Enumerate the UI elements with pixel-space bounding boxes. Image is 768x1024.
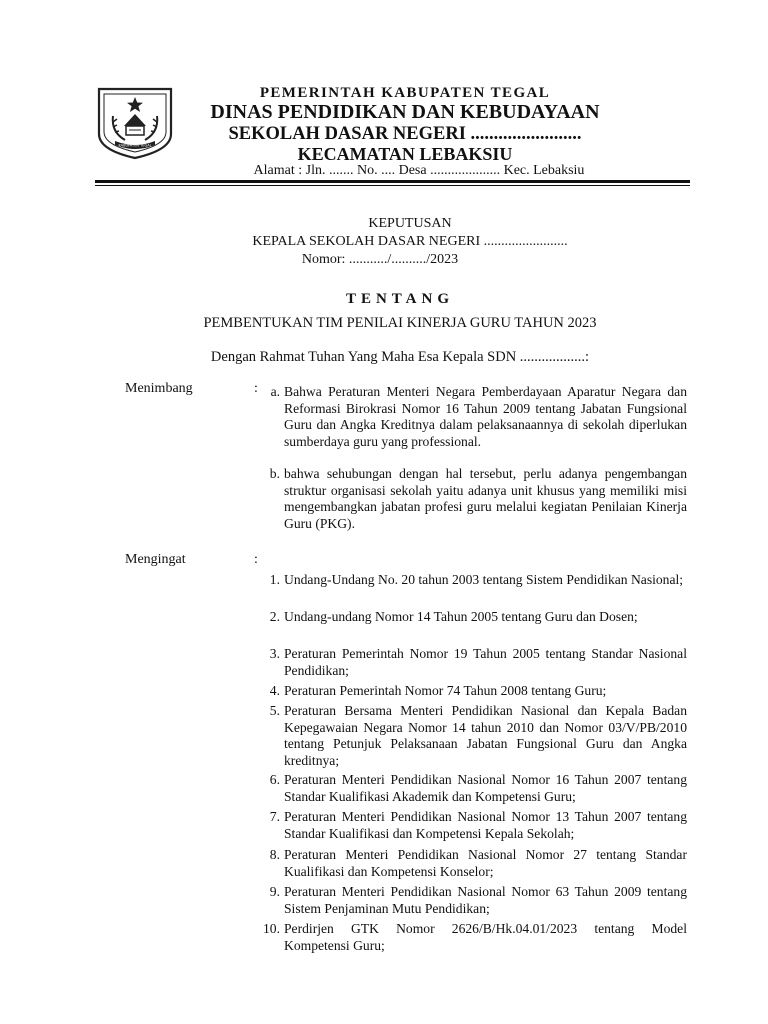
item-text: Peraturan Menteri Pendidikan Nasional Nomor 63 Tahun 2009 tentang Sistem Penjaminan Mutu Pendidikan; bbox=[284, 884, 687, 916]
item-text: Perdirjen GTK Nomor 2626/B/Hk.04.01/2023 tentang Model Kompetensi Guru; bbox=[284, 921, 687, 953]
mengingat-label: Mengingat bbox=[125, 552, 186, 567]
mengingat-item bbox=[263, 921, 687, 954]
item-marker: b. bbox=[269, 466, 280, 481]
mengingat-item bbox=[263, 646, 687, 679]
mengingat-item bbox=[263, 847, 687, 880]
menimbang-item bbox=[263, 384, 687, 450]
menimbang-label: Menimbang bbox=[125, 381, 193, 396]
menimbang-colon: : bbox=[254, 381, 258, 396]
letterhead-thick-rule bbox=[95, 180, 690, 183]
item-text: bahwa sehubungan dengan hal tersebut, perlu adanya pengembangan struktur organisasi sekolah yaitu adanya unit khusus yang memiliki misi mengembangkan jabatan profesi guru melalui kegiatan Penilaian Kinerja Guru (PKG). bbox=[284, 466, 687, 531]
decree-heading: KEPUTUSAN bbox=[368, 216, 452, 231]
item-marker: 7. bbox=[269, 809, 280, 824]
decree-about-heading: TENTANG bbox=[345, 291, 455, 307]
mengingat-item bbox=[263, 683, 687, 700]
svg-text:KABUPATEN TEGAL: KABUPATEN TEGAL bbox=[118, 143, 152, 148]
letterhead-thin-rule bbox=[95, 185, 690, 186]
item-text: Peraturan Menteri Pendidikan Nasional Nomor 13 Tahun 2007 tentang Standar Kualifikasi dan Kompetensi Kepala Sekolah; bbox=[284, 809, 687, 841]
mengingat-item bbox=[263, 809, 687, 842]
item-marker: 8. bbox=[269, 847, 280, 862]
item-text: Peraturan Bersama Menteri Pendidikan Nasional dan Kepala Badan Kepegawaian Negara Nomor 14 tahun 2010 dan Nomor 03/V/PB/2010 tentang Petunjuk Pelaksanaan Jabatan Fungsional Guru dan Angka kreditnya; bbox=[284, 703, 687, 768]
item-marker: 1. bbox=[269, 572, 280, 587]
item-text: Peraturan Pemerintah Nomor 74 Tahun 2008 tentang Guru; bbox=[284, 683, 607, 698]
mengingat-item bbox=[263, 884, 687, 917]
item-marker: 3. bbox=[269, 646, 280, 661]
letterhead-school: SEKOLAH DASAR NEGERI ........................ bbox=[228, 124, 582, 144]
item-marker: 5. bbox=[269, 703, 280, 718]
item-marker: 2. bbox=[269, 609, 280, 624]
item-text: Peraturan Pemerintah Nomor 19 Tahun 2005 tentang Standar Nasional Pendidikan; bbox=[284, 646, 687, 678]
item-text: Bahwa Peraturan Menteri Negara Pemberdayaan Aparatur Negara dan Reformasi Birokrasi Nomor 16 Tahun 2009 tentang Jabatan Fungsional Guru dan Angka Kreditnya dalam pelaksanaannya di sekolah diperlukan sumberdaya guru yang professional. bbox=[284, 384, 687, 449]
letterhead-address: Alamat : Jln. ....... No. .... Desa .................... Kec. Lebaksiu bbox=[253, 163, 585, 178]
decree-title: PEMBENTUKAN TIM PENILAI KINERJA GURU TAHUN 2023 bbox=[203, 315, 597, 331]
item-text: Peraturan Menteri Pendidikan Nasional Nomor 27 tentang Standar Kualifikasi dan Kompetensi Konselor; bbox=[284, 847, 687, 879]
letterhead-district: KECAMATAN LEBAKSIU bbox=[297, 144, 513, 164]
mengingat-item bbox=[263, 703, 687, 769]
item-text: Undang-undang Nomor 14 Tahun 2005 tentang Guru dan Dosen; bbox=[284, 609, 638, 624]
regency-crest-logo bbox=[95, 86, 175, 160]
item-text: Peraturan Menteri Pendidikan Nasional Nomor 16 Tahun 2007 tentang Standar Kualifikasi Akademik dan Kompetensi Guru; bbox=[284, 772, 687, 804]
decree-number: Nomor: .........../........../2023 bbox=[301, 252, 459, 267]
item-marker: 10. bbox=[263, 921, 280, 936]
letterhead-office: DINAS PENDIDIKAN DAN KEBUDAYAAN bbox=[210, 101, 600, 123]
decree-preamble: Dengan Rahmat Tuhan Yang Maha Esa Kepala SDN ..................: bbox=[210, 349, 590, 365]
item-marker: 6. bbox=[269, 772, 280, 787]
decree-issuer: KEPALA SEKOLAH DASAR NEGERI ........................ bbox=[252, 234, 568, 249]
mengingat-colon: : bbox=[254, 552, 258, 567]
mengingat-item bbox=[263, 772, 687, 805]
item-marker: a. bbox=[270, 384, 280, 399]
mengingat-item bbox=[263, 609, 687, 626]
item-marker: 9. bbox=[269, 884, 280, 899]
item-text: Undang-Undang No. 20 tahun 2003 tentang Sistem Pendidikan Nasional; bbox=[284, 572, 684, 587]
item-marker: 4. bbox=[269, 683, 280, 698]
menimbang-item bbox=[263, 466, 687, 532]
mengingat-item bbox=[263, 572, 687, 589]
letterhead-government: PEMERINTAH KABUPATEN TEGAL bbox=[259, 85, 551, 101]
